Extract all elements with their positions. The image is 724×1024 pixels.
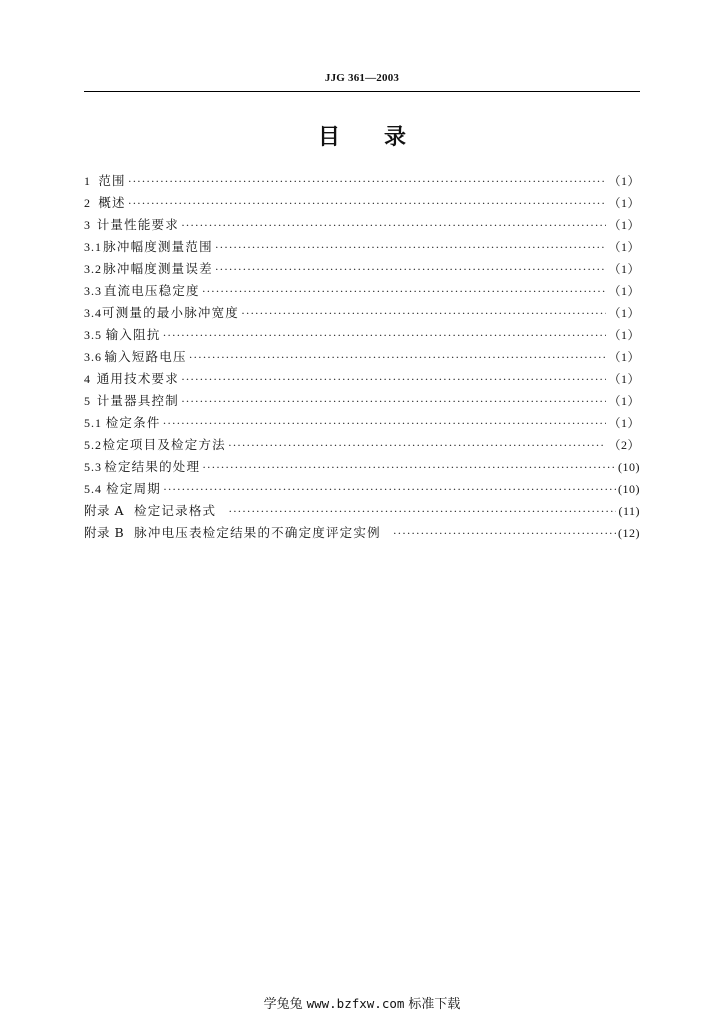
toc-entry-page: （1）	[608, 416, 640, 430]
toc-entry-number: 附录 B	[84, 525, 125, 540]
toc-entry[interactable]	[84, 302, 640, 324]
toc-entry-page: (10)	[618, 482, 640, 496]
toc-entry-label: 输入阻抗	[105, 327, 161, 342]
toc-entry-label: 可测量的最小脉冲宽度	[102, 305, 240, 320]
toc-entry[interactable]	[84, 412, 640, 434]
toc-entry-page: (10)	[618, 460, 640, 474]
toc-entry-page: （1）	[608, 306, 640, 320]
toc-entry-page: (11)	[618, 504, 640, 518]
toc-entry-number: 3.5	[84, 328, 102, 342]
toc-entry-page: （1）	[608, 174, 640, 188]
toc-entry-page: （1）	[608, 196, 640, 210]
toc-dot-leader	[163, 324, 607, 346]
toc-entry-page: （1）	[608, 394, 640, 408]
toc-entry-number: 5	[84, 394, 91, 408]
toc-entry[interactable]	[84, 170, 640, 192]
toc-entry-page: （1）	[608, 218, 640, 232]
toc-entry-label: 输入短路电压	[104, 349, 187, 364]
toc-entry-label: 概述	[98, 195, 126, 210]
toc-dot-leader	[241, 302, 606, 324]
toc-entry-label: 计量器具控制	[96, 393, 179, 408]
page-footer	[0, 993, 724, 1012]
toc-dot-leader	[202, 456, 616, 478]
toc-entry-page: （1）	[608, 372, 640, 386]
toc-entry-number: 4	[84, 372, 91, 386]
toc-entry-page: （1）	[608, 262, 640, 276]
toc-entry[interactable]	[84, 214, 640, 236]
toc-title: 目录	[317, 125, 450, 150]
toc-entry-number: 5.3	[84, 460, 102, 474]
toc-entry-page: （1）	[608, 350, 640, 364]
toc-entry[interactable]	[84, 478, 640, 500]
toc-entry-number: 5.4	[84, 482, 102, 496]
toc-dot-leader	[163, 478, 616, 500]
toc-dot-leader	[181, 390, 607, 412]
toc-entry-number: 3.6	[84, 350, 102, 364]
toc-entry-label: 直流电压稳定度	[103, 283, 200, 298]
footer-site[interactable]: www.bzfxw.com	[306, 996, 405, 1011]
footer-tagline: 标准下载	[408, 997, 461, 1012]
toc-entry-label: 检定记录格式	[134, 503, 217, 518]
toc-dot-leader	[181, 368, 607, 390]
toc-entry-number: 5.2	[84, 438, 102, 452]
toc-entry[interactable]	[84, 280, 640, 302]
toc-entry-label: 脉冲电压表检定结果的不确定度评定实例	[134, 525, 381, 540]
toc-entry-page: （1）	[608, 328, 640, 342]
toc-dot-leader	[128, 170, 607, 192]
toc-dot-leader	[189, 346, 607, 368]
footer-brand: 学兔兔	[263, 997, 303, 1012]
toc-entry-label: 脉冲幅度测量误差	[103, 261, 213, 276]
toc-dot-leader	[393, 522, 616, 544]
toc-entry-label: 范围	[98, 173, 126, 188]
toc-entry[interactable]	[84, 192, 640, 214]
toc-entry-number: 3.4	[84, 306, 102, 320]
toc-entry[interactable]	[84, 522, 640, 544]
toc-entry-number: 5.1	[84, 416, 102, 430]
toc-entry-label: 脉冲幅度测量范围	[103, 239, 213, 254]
toc-dot-leader	[215, 236, 607, 258]
toc-entry[interactable]	[84, 368, 640, 390]
toc-entry-label: 检定周期	[106, 481, 161, 496]
toc-entry-number: 3.2	[84, 262, 102, 276]
toc-entry[interactable]	[84, 236, 640, 258]
toc-entry-label: 检定条件	[105, 415, 161, 430]
toc-entry-number: 3	[84, 218, 91, 232]
toc-entry-number: 附录 A	[84, 503, 125, 518]
toc-entry-number: 3.3	[84, 284, 102, 298]
document-header-code: JJG 361—2003	[324, 72, 400, 84]
toc-entry-label: 通用技术要求	[96, 371, 179, 386]
toc-entry[interactable]	[84, 390, 640, 412]
toc-entry-page: （1）	[608, 240, 640, 254]
toc-entry-label: 检定项目及检定方法	[102, 437, 226, 452]
toc-dot-leader	[228, 500, 616, 522]
toc-entry-page: （2）	[608, 438, 640, 452]
toc-entry-label: 计量性能要求	[96, 217, 179, 232]
toc-entry-number: 3.1	[84, 240, 102, 254]
toc-dot-leader	[215, 258, 607, 280]
toc-dot-leader	[163, 412, 607, 434]
toc-dot-leader	[128, 192, 607, 214]
table-of-contents	[84, 170, 640, 544]
toc-entry[interactable]	[84, 324, 640, 346]
toc-entry[interactable]	[84, 500, 640, 522]
toc-entry[interactable]	[84, 346, 640, 368]
toc-dot-leader	[202, 280, 607, 302]
toc-entry-page: （1）	[608, 284, 640, 298]
toc-entry-page: (12)	[618, 526, 640, 540]
toc-dot-leader	[228, 434, 607, 456]
toc-entry[interactable]	[84, 434, 640, 456]
header-rule	[84, 91, 640, 92]
toc-entry-number: 1	[84, 174, 91, 188]
toc-entry-label: 检定结果的处理	[104, 459, 201, 474]
toc-dot-leader	[181, 214, 607, 236]
toc-entry-number: 2	[84, 196, 91, 210]
toc-entry[interactable]	[84, 456, 640, 478]
toc-entry[interactable]	[84, 258, 640, 280]
